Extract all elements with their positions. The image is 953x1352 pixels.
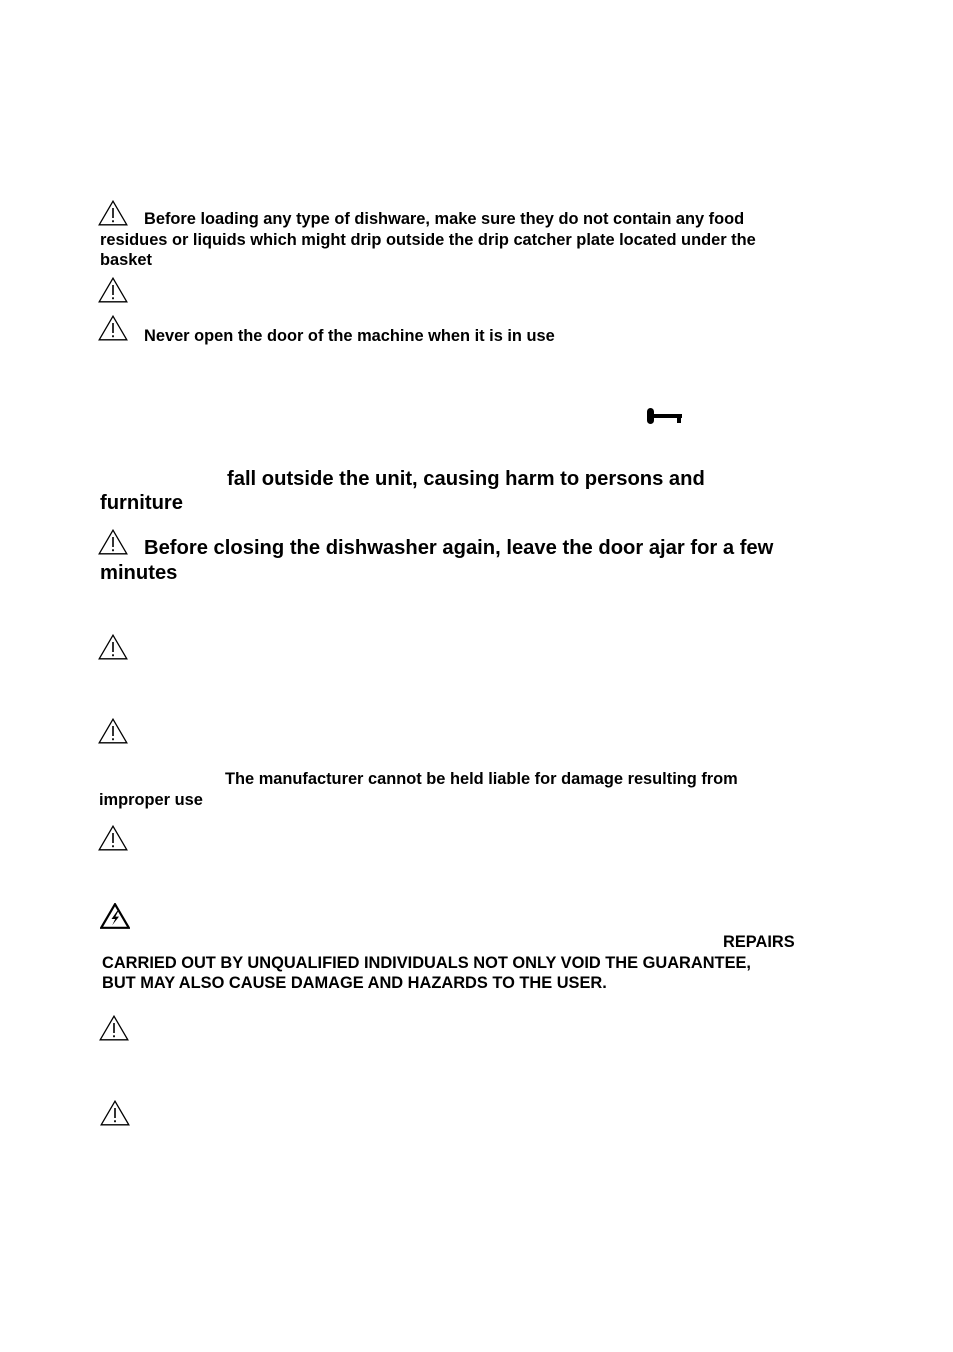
warning-icon: [98, 718, 128, 744]
notice-fall-outside-line-2: furniture: [100, 492, 183, 514]
notice-repairs-line-2: CARRIED OUT BY UNQUALIFIED INDIVIDUALS NOT ONLY VOID THE GUARANTEE,: [102, 954, 751, 972]
key-icon: [647, 407, 683, 425]
notice-fall-outside-line-1: fall outside the unit, causing harm to persons and: [227, 468, 705, 490]
warning-icon: [98, 200, 128, 226]
notice-door-ajar-line-2: minutes: [100, 562, 178, 584]
warning-icon: [98, 825, 128, 851]
warning-icon: [98, 315, 128, 341]
warning-icon: [98, 529, 128, 555]
warning-icon: [99, 1015, 129, 1041]
notice-dishware-line-3: basket: [100, 251, 152, 269]
notice-door-in-use: Never open the door of the machine when it is in use: [144, 327, 555, 345]
notice-liability-line-1: The manufacturer cannot be held liable for damage resulting from: [225, 770, 738, 788]
notice-dishware-line-1: Before loading any type of dishware, make sure they do not contain any food: [144, 210, 745, 228]
warning-icon: [100, 1100, 130, 1126]
electrical-hazard-icon: [100, 903, 130, 929]
warning-icon: [98, 634, 128, 660]
notice-door-ajar-line-1: Before closing the dishwasher again, leave the door ajar for a few: [144, 537, 774, 559]
warning-icon: [98, 277, 128, 303]
notice-liability-line-2: improper use: [99, 791, 203, 809]
notice-dishware-line-2: residues or liquids which might drip outside the drip catcher plate located under the: [100, 231, 756, 249]
notice-repairs-line-1: REPAIRS: [723, 933, 795, 951]
notice-repairs-line-3: BUT MAY ALSO CAUSE DAMAGE AND HAZARDS TO THE USER.: [102, 974, 607, 992]
